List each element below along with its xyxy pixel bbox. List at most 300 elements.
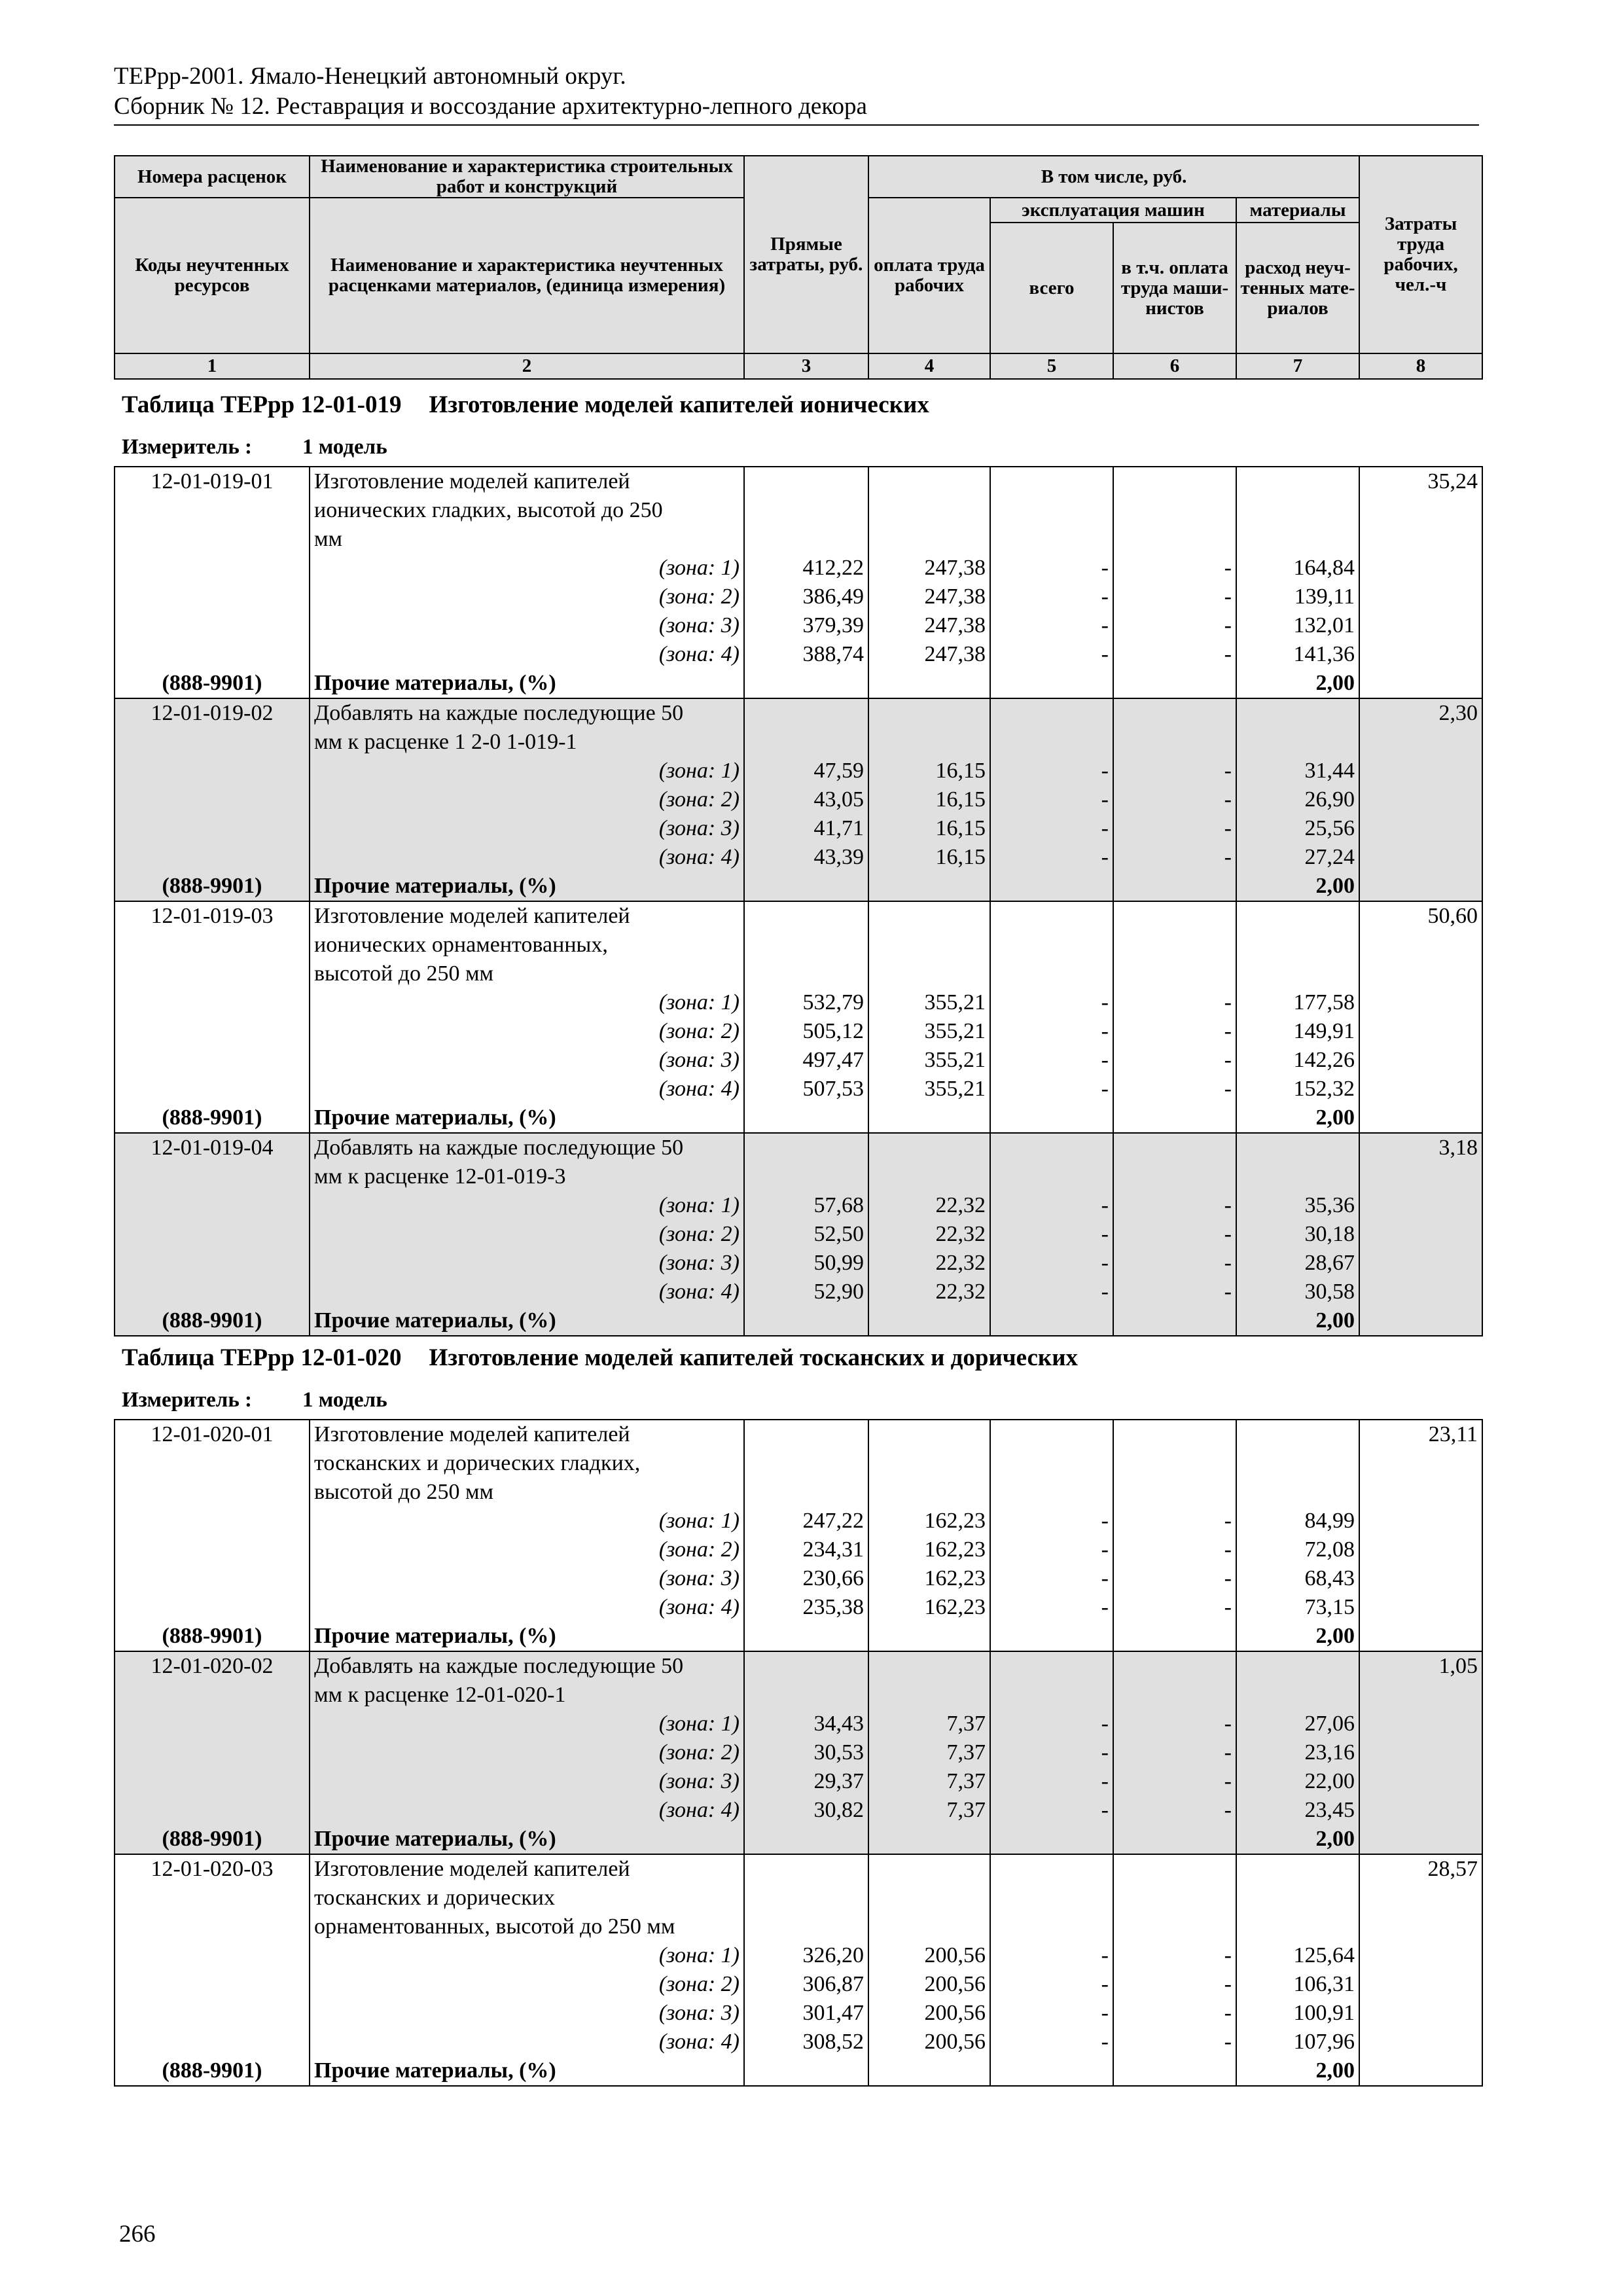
empty-cell — [115, 554, 310, 583]
empty-cell — [744, 1449, 868, 1478]
page-number: 266 — [119, 2221, 156, 2248]
empty-cell — [1359, 785, 1482, 814]
empty-cell — [744, 496, 868, 525]
labor-cost: 28,57 — [1359, 1854, 1482, 1884]
header-rate-numbers: Номера расценок — [115, 156, 310, 198]
table-row — [115, 1622, 1482, 1651]
empty-cell — [1359, 1249, 1482, 1278]
table-row — [115, 1046, 1482, 1075]
empty-cell — [1236, 467, 1359, 496]
resource-name: Прочие материалы, (%) — [310, 2056, 744, 2086]
rate-description: Добавлять на каждые последующие 50 — [310, 698, 744, 728]
zone-label: (зона: 1) — [310, 1191, 744, 1220]
empty-cell — [868, 728, 990, 757]
table-row — [115, 1133, 1482, 1162]
machinist-pay: - — [1113, 640, 1236, 669]
rate-description: орнаментованных, высотой до 250 мм — [310, 1912, 744, 1941]
table-row — [115, 785, 1482, 814]
machinist-pay: - — [1113, 583, 1236, 611]
materials-cost: 23,16 — [1236, 1738, 1359, 1767]
machinist-pay: - — [1113, 1220, 1236, 1249]
table-row — [115, 1681, 1482, 1710]
resource-code: (888-9901) — [115, 1825, 310, 1854]
zone-label: (зона: 1) — [310, 988, 744, 1017]
empty-cell — [115, 2028, 310, 2056]
table-row — [115, 467, 1482, 496]
measure-line — [122, 435, 387, 459]
table-row — [115, 698, 1482, 728]
empty-cell — [744, 901, 868, 931]
zone-label: (зона: 1) — [310, 757, 744, 785]
labor-cost — [1359, 960, 1482, 988]
table-row — [115, 728, 1482, 757]
empty-cell — [990, 467, 1113, 496]
empty-cell — [990, 1825, 1113, 1854]
empty-cell — [1113, 496, 1236, 525]
rate-description: ионических гладких, высотой до 250 — [310, 496, 744, 525]
rate-description: Изготовление моделей капителей — [310, 467, 744, 496]
table-row — [115, 640, 1482, 669]
empty-cell — [1359, 1796, 1482, 1825]
machine-total: - — [990, 583, 1113, 611]
worker-pay: 200,56 — [868, 1999, 990, 2028]
materials-cost: 164,84 — [1236, 554, 1359, 583]
empty-cell — [1359, 554, 1482, 583]
rate-code — [115, 1162, 310, 1191]
empty-cell — [990, 1306, 1113, 1336]
table-row — [115, 1507, 1482, 1535]
empty-cell — [1236, 901, 1359, 931]
empty-cell — [115, 1249, 310, 1278]
rate-description: Добавлять на каждые последующие 50 — [310, 1651, 744, 1681]
empty-cell — [868, 496, 990, 525]
empty-cell — [1359, 2056, 1482, 2086]
empty-cell — [744, 467, 868, 496]
empty-cell — [868, 931, 990, 960]
table-title — [122, 1344, 1078, 1372]
materials-cost: 27,24 — [1236, 843, 1359, 872]
empty-cell — [1359, 583, 1482, 611]
worker-pay: 200,56 — [868, 1941, 990, 1970]
machinist-pay: - — [1113, 554, 1236, 583]
direct-cost: 497,47 — [744, 1046, 868, 1075]
worker-pay: 355,21 — [868, 988, 990, 1017]
empty-cell — [1236, 1912, 1359, 1941]
table-row — [115, 2028, 1482, 2056]
empty-cell — [115, 1767, 310, 1796]
table-row — [115, 583, 1482, 611]
empty-cell — [1359, 1941, 1482, 1970]
empty-cell — [1113, 1306, 1236, 1336]
direct-cost: 306,87 — [744, 1970, 868, 1999]
empty-cell — [744, 931, 868, 960]
labor-cost: 2,30 — [1359, 698, 1482, 728]
machine-total: - — [990, 1278, 1113, 1306]
zone-label: (зона: 2) — [310, 1535, 744, 1564]
worker-pay: 16,15 — [868, 757, 990, 785]
direct-cost: 388,74 — [744, 640, 868, 669]
resource-code: (888-9901) — [115, 872, 310, 901]
rate-description: тосканских и дорических гладких, — [310, 1449, 744, 1478]
empty-cell — [115, 785, 310, 814]
machine-total: - — [990, 1507, 1113, 1535]
empty-cell — [1236, 1449, 1359, 1478]
empty-cell — [1113, 525, 1236, 554]
worker-pay: 162,23 — [868, 1593, 990, 1622]
empty-cell — [1113, 2056, 1236, 2086]
empty-cell — [744, 1133, 868, 1162]
machinist-pay: - — [1113, 785, 1236, 814]
empty-cell — [1359, 2028, 1482, 2056]
empty-cell — [744, 2056, 868, 2086]
labor-cost — [1359, 1478, 1482, 1507]
labor-cost — [1359, 1912, 1482, 1941]
worker-pay: 200,56 — [868, 2028, 990, 2056]
worker-pay: 162,23 — [868, 1507, 990, 1535]
resource-value: 2,00 — [1236, 1825, 1359, 1854]
worker-pay: 16,15 — [868, 843, 990, 872]
machinist-pay: - — [1113, 1564, 1236, 1593]
table-row — [115, 1999, 1482, 2028]
materials-cost: 149,91 — [1236, 1017, 1359, 1046]
empty-cell — [1359, 1999, 1482, 2028]
machinist-pay: - — [1113, 2028, 1236, 2056]
machine-total: - — [990, 1941, 1113, 1970]
direct-cost: 234,31 — [744, 1535, 868, 1564]
resource-name: Прочие материалы, (%) — [310, 872, 744, 901]
empty-cell — [115, 1278, 310, 1306]
empty-cell — [868, 467, 990, 496]
empty-cell — [1113, 467, 1236, 496]
machine-total: - — [990, 814, 1113, 843]
worker-pay: 355,21 — [868, 1017, 990, 1046]
empty-cell — [1236, 525, 1359, 554]
column-number: 6 — [1113, 353, 1236, 379]
empty-cell — [115, 611, 310, 640]
table-row — [115, 988, 1482, 1017]
empty-cell — [744, 1912, 868, 1941]
empty-cell — [990, 698, 1113, 728]
materials-cost: 22,00 — [1236, 1767, 1359, 1796]
empty-cell — [1359, 1535, 1482, 1564]
table-row — [115, 1478, 1482, 1507]
rate-code — [115, 1449, 310, 1478]
table-row — [115, 1738, 1482, 1767]
materials-cost: 84,99 — [1236, 1507, 1359, 1535]
rate-code: 12-01-019-02 — [115, 698, 310, 728]
direct-cost: 247,22 — [744, 1507, 868, 1535]
materials-cost: 28,67 — [1236, 1249, 1359, 1278]
rate-code — [115, 1884, 310, 1912]
empty-cell — [868, 1162, 990, 1191]
empty-cell — [1359, 1278, 1482, 1306]
zone-label: (зона: 2) — [310, 1220, 744, 1249]
empty-cell — [868, 1681, 990, 1710]
worker-pay: 22,32 — [868, 1191, 990, 1220]
table-row — [115, 872, 1482, 901]
empty-cell — [1113, 1825, 1236, 1854]
machinist-pay: - — [1113, 1593, 1236, 1622]
empty-cell — [1359, 640, 1482, 669]
direct-cost: 301,47 — [744, 1999, 868, 2028]
direct-cost: 52,50 — [744, 1220, 868, 1249]
labor-cost — [1359, 496, 1482, 525]
empty-cell — [990, 960, 1113, 988]
empty-cell — [990, 1884, 1113, 1912]
machine-total: - — [990, 785, 1113, 814]
page-header-line1: ТЕРрр-2001. Ямало-Ненецкий автономный округ. — [114, 63, 626, 90]
header-total: всего — [990, 223, 1113, 353]
empty-cell — [1236, 1478, 1359, 1507]
empty-cell — [1359, 1970, 1482, 1999]
rates-table — [114, 1419, 1483, 2087]
empty-cell — [868, 1912, 990, 1941]
header-direct-costs: Прямые затраты, руб. — [744, 156, 868, 353]
measure-label: Измеритель : — [122, 435, 253, 459]
machine-total: - — [990, 1796, 1113, 1825]
page-header-line2: Сборник № 12. Реставрация и воссоздание архитектурно-лепного декора — [114, 93, 867, 120]
empty-cell — [1359, 1306, 1482, 1336]
header-material-name: Наименование и характеристика неучтенных расценками материалов, (единица измерения) — [310, 198, 744, 353]
empty-cell — [1359, 1710, 1482, 1738]
labor-cost — [1359, 525, 1482, 554]
machinist-pay: - — [1113, 1075, 1236, 1103]
table-row — [115, 1075, 1482, 1103]
table-row — [115, 1767, 1482, 1796]
table-row — [115, 1912, 1482, 1941]
empty-cell — [115, 1075, 310, 1103]
column-number: 1 — [115, 353, 310, 379]
resource-name: Прочие материалы, (%) — [310, 669, 744, 698]
empty-cell — [115, 757, 310, 785]
table-title — [122, 391, 929, 419]
table-row — [115, 1220, 1482, 1249]
header-labor-cost: Затраты труда рабочих, чел.-ч — [1359, 156, 1482, 353]
zone-label: (зона: 3) — [310, 1564, 744, 1593]
materials-cost: 73,15 — [1236, 1593, 1359, 1622]
empty-cell — [1359, 1017, 1482, 1046]
empty-cell — [868, 1884, 990, 1912]
table-row — [115, 1854, 1482, 1884]
empty-cell — [115, 583, 310, 611]
machinist-pay: - — [1113, 1278, 1236, 1306]
resource-value: 2,00 — [1236, 1306, 1359, 1336]
labor-cost — [1359, 1884, 1482, 1912]
empty-cell — [990, 1681, 1113, 1710]
resource-value: 2,00 — [1236, 1622, 1359, 1651]
direct-cost: 57,68 — [744, 1191, 868, 1220]
empty-cell — [990, 496, 1113, 525]
empty-cell — [744, 1420, 868, 1449]
zone-label: (зона: 2) — [310, 583, 744, 611]
empty-cell — [1236, 1162, 1359, 1191]
empty-cell — [1236, 496, 1359, 525]
empty-cell — [744, 728, 868, 757]
empty-cell — [115, 1046, 310, 1075]
machine-total: - — [990, 1249, 1113, 1278]
machinist-pay: - — [1113, 843, 1236, 872]
page-header — [114, 62, 1479, 122]
direct-cost: 507,53 — [744, 1075, 868, 1103]
direct-cost: 532,79 — [744, 988, 868, 1017]
resource-code: (888-9901) — [115, 2056, 310, 2086]
labor-cost — [1359, 1162, 1482, 1191]
direct-cost: 52,90 — [744, 1278, 868, 1306]
machinist-pay: - — [1113, 1999, 1236, 2028]
empty-cell — [1113, 1651, 1236, 1681]
worker-pay: 22,32 — [868, 1249, 990, 1278]
worker-pay: 7,37 — [868, 1738, 990, 1767]
zone-label: (зона: 1) — [310, 554, 744, 583]
empty-cell — [1113, 1884, 1236, 1912]
resource-code: (888-9901) — [115, 1103, 310, 1133]
machinist-pay: - — [1113, 1046, 1236, 1075]
measure-unit: 1 модель — [302, 435, 387, 459]
empty-cell — [115, 1999, 310, 2028]
empty-cell — [1236, 960, 1359, 988]
labor-cost: 3,18 — [1359, 1133, 1482, 1162]
machine-total: - — [990, 554, 1113, 583]
machine-total: - — [990, 1075, 1113, 1103]
table-name: Изготовление моделей капителей тосканских и дорических — [429, 1344, 1079, 1371]
resource-name: Прочие материалы, (%) — [310, 1622, 744, 1651]
measure-label: Измеритель : — [122, 1388, 253, 1412]
materials-cost: 23,45 — [1236, 1796, 1359, 1825]
empty-cell — [115, 1191, 310, 1220]
worker-pay: 7,37 — [868, 1767, 990, 1796]
direct-cost: 50,99 — [744, 1249, 868, 1278]
empty-cell — [868, 1306, 990, 1336]
table-row — [115, 669, 1482, 698]
machinist-pay: - — [1113, 1941, 1236, 1970]
empty-cell — [744, 1162, 868, 1191]
materials-cost: 68,43 — [1236, 1564, 1359, 1593]
direct-cost: 412,22 — [744, 554, 868, 583]
rate-description: мм — [310, 525, 744, 554]
machinist-pay: - — [1113, 1710, 1236, 1738]
zone-label: (зона: 1) — [310, 1710, 744, 1738]
column-number: 5 — [990, 353, 1113, 379]
machinist-pay: - — [1113, 1249, 1236, 1278]
machine-total: - — [990, 1220, 1113, 1249]
table-row — [115, 843, 1482, 872]
rate-code — [115, 525, 310, 554]
table-row — [115, 496, 1482, 525]
empty-cell — [990, 1449, 1113, 1478]
rate-description: Изготовление моделей капителей — [310, 1854, 744, 1884]
zone-label: (зона: 3) — [310, 1767, 744, 1796]
empty-cell — [1359, 1220, 1482, 1249]
rate-description: Изготовление моделей капителей — [310, 1420, 744, 1449]
labor-cost: 50,60 — [1359, 901, 1482, 931]
zone-label: (зона: 3) — [310, 611, 744, 640]
direct-cost: 308,52 — [744, 2028, 868, 2056]
header-unaccounted-materials: расход неуч-тенных мате-риалов — [1236, 223, 1359, 353]
worker-pay: 200,56 — [868, 1970, 990, 1999]
rates-table — [114, 466, 1483, 1336]
empty-cell — [115, 1017, 310, 1046]
table-row — [115, 1162, 1482, 1191]
worker-pay: 162,23 — [868, 1564, 990, 1593]
worker-pay: 16,15 — [868, 785, 990, 814]
table-row — [115, 2056, 1482, 2086]
machine-total: - — [990, 1999, 1113, 2028]
empty-cell — [868, 669, 990, 698]
empty-cell — [990, 1854, 1113, 1884]
empty-cell — [990, 1478, 1113, 1507]
empty-cell — [990, 1651, 1113, 1681]
empty-cell — [1113, 872, 1236, 901]
direct-cost: 505,12 — [744, 1017, 868, 1046]
rate-description: мм к расценке 12-01-020-1 — [310, 1681, 744, 1710]
empty-cell — [115, 1220, 310, 1249]
machine-total: - — [990, 757, 1113, 785]
zone-label: (зона: 2) — [310, 1738, 744, 1767]
table-row — [115, 1449, 1482, 1478]
zone-label: (зона: 3) — [310, 1249, 744, 1278]
empty-cell — [868, 960, 990, 988]
worker-pay: 162,23 — [868, 1535, 990, 1564]
labor-cost — [1359, 728, 1482, 757]
rate-code — [115, 1478, 310, 1507]
empty-cell — [115, 814, 310, 843]
empty-cell — [1359, 1738, 1482, 1767]
machine-total: - — [990, 843, 1113, 872]
direct-cost: 230,66 — [744, 1564, 868, 1593]
table-row — [115, 1710, 1482, 1738]
empty-cell — [1359, 1767, 1482, 1796]
rate-code — [115, 1681, 310, 1710]
empty-cell — [1113, 1681, 1236, 1710]
empty-cell — [1236, 1681, 1359, 1710]
empty-cell — [1113, 728, 1236, 757]
empty-cell — [868, 698, 990, 728]
empty-cell — [744, 525, 868, 554]
machine-total: - — [990, 640, 1113, 669]
empty-cell — [990, 1162, 1113, 1191]
header-machinist-pay: в т.ч. оплата труда маши-нистов — [1113, 223, 1236, 353]
direct-cost: 34,43 — [744, 1710, 868, 1738]
empty-cell — [744, 698, 868, 728]
machinist-pay: - — [1113, 1191, 1236, 1220]
table-row — [115, 1941, 1482, 1970]
zone-label: (зона: 4) — [310, 843, 744, 872]
table-row — [115, 1306, 1482, 1336]
materials-cost: 141,36 — [1236, 640, 1359, 669]
machinist-pay: - — [1113, 1796, 1236, 1825]
materials-cost: 125,64 — [1236, 1941, 1359, 1970]
zone-label: (зона: 1) — [310, 1941, 744, 1970]
empty-cell — [990, 2056, 1113, 2086]
empty-cell — [744, 669, 868, 698]
empty-cell — [1236, 1884, 1359, 1912]
empty-cell — [744, 1884, 868, 1912]
empty-cell — [1359, 1046, 1482, 1075]
machine-total: - — [990, 1970, 1113, 1999]
header-machine-ops: эксплуатация машин — [990, 198, 1236, 223]
rate-description: мм к расценке 1 2-0 1-019-1 — [310, 728, 744, 757]
machine-total: - — [990, 1710, 1113, 1738]
empty-cell — [868, 1103, 990, 1133]
rate-description: мм к расценке 12-01-019-3 — [310, 1162, 744, 1191]
rate-description: Добавлять на каждые последующие 50 — [310, 1133, 744, 1162]
column-number: 3 — [744, 353, 868, 379]
table-label: Таблица ТЕРрр 12-01-019 — [122, 391, 402, 418]
empty-cell — [744, 872, 868, 901]
machinist-pay: - — [1113, 1535, 1236, 1564]
empty-cell — [868, 1420, 990, 1449]
empty-cell — [990, 872, 1113, 901]
